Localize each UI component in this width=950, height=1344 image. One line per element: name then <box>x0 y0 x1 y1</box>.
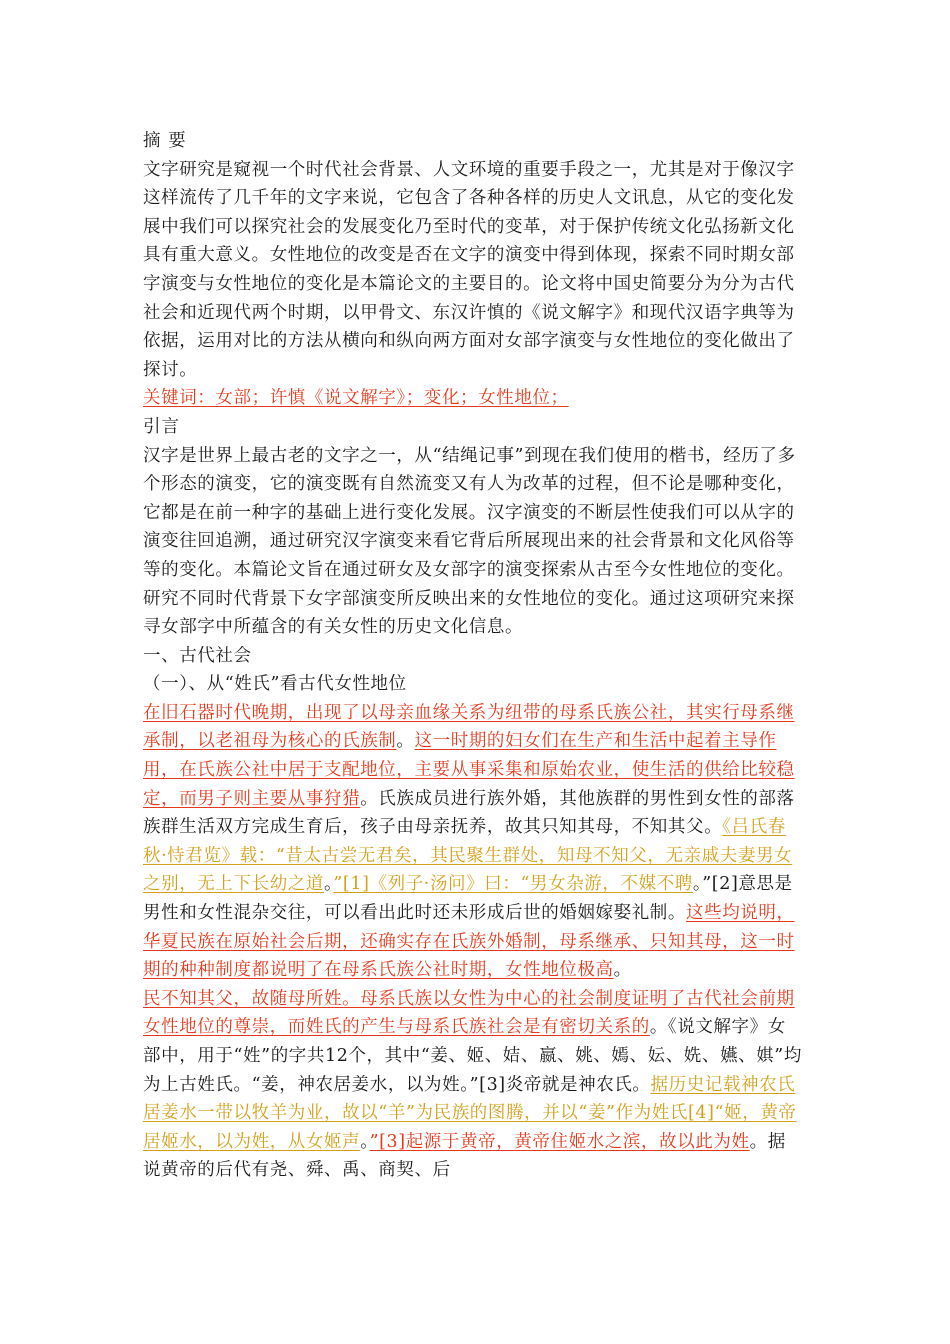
highlight-gold: 《吕氏春秋·恃君览》载：“昔太古尝无君矣，其民聚生群处，知母不知父，无亲戚夫妻男女之别，无上下长幼之道 <box>143 817 793 895</box>
intro-body: 汉字是世界上最古老的文字之一，从“结绳记事”到现在我们使用的楷书，经历了多个形态的演变，它的演变既有自然流变又有人为改革的过程，但不论是哪种变化，它都是在前一种字的基础上进行变化发展。汉字演变的不断层性使我们可以从字的演变往回追溯，通过研究汉字演变来看它背后所展现出来的社会背景和文化风俗等等的变化。本篇论文旨在通过研女及女部字的演变探索从古至今女性地位的变化。研究不同时代背景下女字部演变所反映出来的女性地位的变化。通过这项研究来探寻女部字中所蕴含的有关女性的历史文化信息。 <box>143 445 796 638</box>
document-page <box>143 127 803 1185</box>
text-run: 。 <box>396 731 415 752</box>
text-run: 。”[2]意思是男性和女性混杂交往，可以看出此时还未形成后世的婚姻嫁娶礼制。 <box>143 874 793 924</box>
text-run: 。据说黄帝的后代有尧、舜、禹、商契、后 <box>143 1131 786 1181</box>
highlight-gold: 据历史记载神农氏居姜水一带以牧羊为业，故以“羊”为民族的图腾，并以“姜”作为姓氏[4]“姬，黄帝居姬水，以为姓，从女姬声 <box>143 1074 797 1152</box>
paragraph-surnames <box>143 985 803 1185</box>
text-run: 。 <box>613 960 632 981</box>
text-run: 。 <box>360 1131 370 1152</box>
keywords-line: 关键词：女部；许慎《说文解字》；变化；女性地位； <box>143 388 569 409</box>
highlight-red: 这一时期的妇女们在生产和生活中起着主导作用，在氏族公社中居于支配地位，主要从事采集和原始农业，使生活的供给比较稳定，而男子则主要从事狩猎 <box>143 731 795 809</box>
abstract-heading: 摘 要 <box>143 131 187 151</box>
section-heading: 一、古代社会 <box>143 645 252 666</box>
text-run: 。《说文解字》女部中，用于“姓”的字共12个，其中“姜、姬、姞、嬴、姚、嫣、妘、姺、嬿、娸”均为上古姓氏。“姜，神农居姜水，以为姓。”[3]炎帝就是神农氏。 <box>143 1017 802 1095</box>
intro-heading: 引言 <box>143 416 180 437</box>
text-run: 。氏族成员进行族外婚，其他族群的男性到女性的部落族群生活双方完成生育后，孩子由母亲抚养，故其只知其母，不知其父。 <box>143 788 795 838</box>
abstract-body: 文字研究是窥视一个时代社会背景、人文环境的重要手段之一，尤其是对于像汉字这样流传了几千年的文字来说，它包含了各种各样的历史人文讯息，从它的变化发展中我们可以探究社会的发展变化乃至时代的变革，对于保护传统文化弘扬新文化具有重大意义。女性地位的改变是否在文字的演变中得到体现，探索不同时期女部字演变与女性地位的变化是本篇论文的主要目的。论文将中国史简要分为分为古代社会和近现代两个时期，以甲骨文、东汉许慎的《说文解字》和现代汉语字典等为依据，运用对比的方法从横向和纵向两方面对女部字演变与女性地位的变化做出了探讨。 <box>143 159 795 380</box>
highlight-red: 这些均说明，华夏民族在原始社会后期，还确实存在氏族外婚制，母系继承、只知其母，这一时期的种种制度都说明了在母系氏族公社时期，女性地位极高 <box>143 903 795 981</box>
text-run: 。 <box>324 874 334 895</box>
highlight-red: ”[3]起源于黄帝，黄帝住姬水之滨，故以此为姓 <box>369 1131 750 1152</box>
highlight-red: 在旧石器时代晚期，出现了以母亲血缘关系为纽带的母系氏族公社，其实行母系继承制，以老祖母为核心的氏族制 <box>143 702 795 752</box>
highlight-red: 民不知其父，故随母所姓。母系氏族以女性为中心的社会制度证明了古代社会前期女性地位的尊崇，而姓氏的产生与母系氏族社会是有密切关系的 <box>143 988 795 1038</box>
subsection-heading: （一）、从“姓氏”看古代女性地位 <box>143 674 407 695</box>
paragraph-matriarchal <box>143 699 803 985</box>
highlight-gold: ”[1]《列子·汤问》曰：“男女杂游，不媒不聘 <box>333 874 693 895</box>
